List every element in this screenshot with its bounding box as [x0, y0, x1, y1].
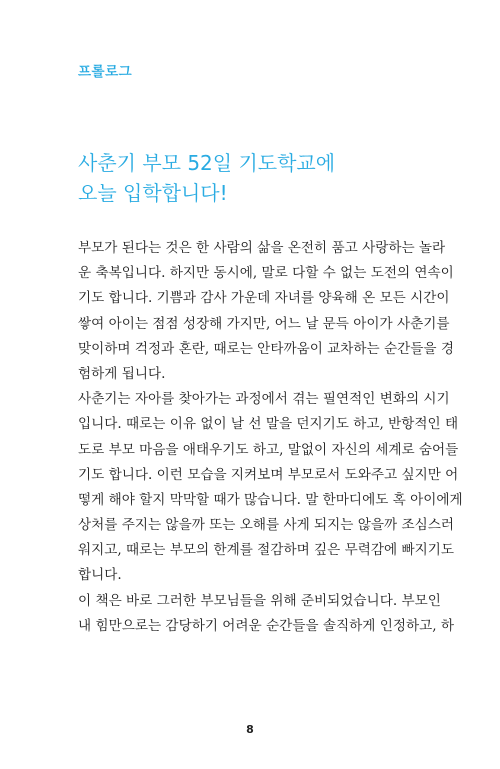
section-label: 프롤로그: [78, 64, 133, 80]
chapter-title: [78, 148, 335, 208]
body-line: 기도 합니다. 이런 모습을 지켜보며 부모로서 도와주고 싶지만 어: [78, 466, 459, 483]
body-line: 도로 부모 마음을 애태우기도 하고, 말없이 자신의 세계로 숨어들: [78, 441, 459, 458]
body-line: 이 책은 바로 그러한 부모님들을 위해 준비되었습니다. 부모인: [78, 592, 441, 609]
body-line: 맞이하며 걱정과 혼란, 때로는 안타까움이 교차하는 순간들을 경: [78, 340, 454, 357]
body-line: 험하게 됩니다.: [78, 365, 166, 382]
chapter-title-line-1: 사춘기 부모 52일 기도학교에: [78, 151, 336, 175]
page-number: 8: [246, 723, 254, 736]
body-line: 합니다.: [78, 567, 122, 584]
chapter-title-line-2: 오늘 입학합니다!: [78, 181, 228, 205]
body-line: 운 축복입니다. 하지만 동시에, 말로 다할 수 없는 도전의 연속이: [78, 265, 454, 282]
body-line: 기도 합니다. 기쁨과 감사 가운데 자녀를 양육해 온 모든 시간이: [78, 290, 450, 307]
body-line: 입니다. 때로는 이유 없이 날 선 말을 던지기도 하고, 반항적인 태: [78, 416, 459, 433]
body-line: 워지고, 때로는 부모의 한계를 절감하며 깊은 무력감에 빠지기도: [78, 542, 454, 559]
body-line: 떻게 해야 할지 막막할 때가 많습니다. 말 한마디에도 혹 아이에게: [78, 491, 463, 508]
body-line: 부모가 된다는 것은 한 사람의 삶을 온전히 품고 사랑하는 놀라: [78, 240, 446, 256]
body-text: [78, 236, 463, 639]
body-line: 사춘기는 자아를 찾아가는 과정에서 겪는 필연적인 변화의 시기: [78, 391, 450, 408]
body-line: 쌓여 아이는 점점 성장해 가지만, 어느 날 문득 아이가 사춘기를: [78, 315, 450, 332]
body-line: 내 힘만으로는 감당하기 어려운 순간들을 솔직하게 인정하고, 하: [78, 617, 454, 634]
body-line: 상처를 주지는 않을까 또는 오해를 사게 되지는 않을까 조심스러: [78, 517, 454, 534]
